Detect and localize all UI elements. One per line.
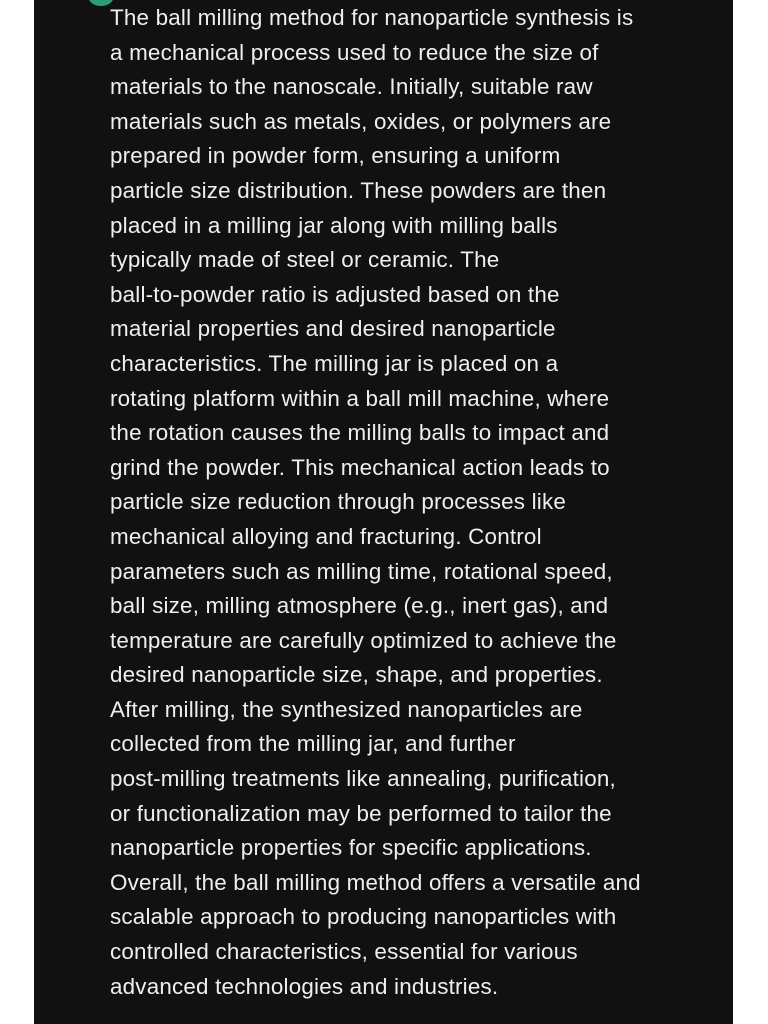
message-line: advanced technologies and industries. [110,973,499,999]
message-line: post-milling treatments like annealing, purification, [110,766,616,792]
chat-panel [34,0,733,1024]
message-line: material properties and desired nanoparticle [110,316,556,342]
message-line: grind the powder. This mechanical action leads to [110,454,610,480]
message-line: temperature are carefully optimized to achieve the [110,627,617,653]
message-line: a mechanical process used to reduce the size of [110,39,599,65]
message-line: scalable approach to producing nanoparticles with [110,904,617,930]
message-line: collected from the milling jar, and further [110,731,516,757]
message-line: particle size distribution. These powders are then [110,177,607,203]
message-line: characteristics. The milling jar is placed on a [110,350,559,376]
message-line: materials to the nanoscale. Initially, suitable raw [110,74,593,100]
message-line: ball size, milling atmosphere (e.g., inert gas), and [110,593,609,619]
message-line: prepared in powder form, ensuring a uniform [110,143,561,169]
message-line: parameters such as milling time, rotational speed, [110,558,613,584]
message-line: typically made of steel or ceramic. The [110,247,500,273]
message-line: or functionalization may be performed to tailor the [110,800,612,826]
message-line: placed in a milling jar along with milling balls [110,212,558,238]
message-line: the rotation causes the milling balls to impact and [110,420,610,446]
message-line: desired nanoparticle size, shape, and properties. [110,662,603,688]
message-line: ball-to-powder ratio is adjusted based on the [110,281,560,307]
message-line: The ball milling method for nanoparticle synthesis is [110,5,634,30]
message-line: After milling, the synthesized nanoparticles are [110,696,583,722]
message-line: mechanical alloying and fracturing. Control [110,523,542,549]
message-line: controlled characteristics, essential for various [110,939,578,965]
message-line: nanoparticle properties for specific applications. [110,835,592,861]
message-line: rotating platform within a ball mill machine, where [110,385,610,411]
message-line: particle size reduction through processes like [110,489,566,515]
assistant-message [110,1,720,1004]
message-line: Overall, the ball milling method offers a versatile and [110,869,641,895]
message-line: materials such as metals, oxides, or polymers are [110,108,612,134]
